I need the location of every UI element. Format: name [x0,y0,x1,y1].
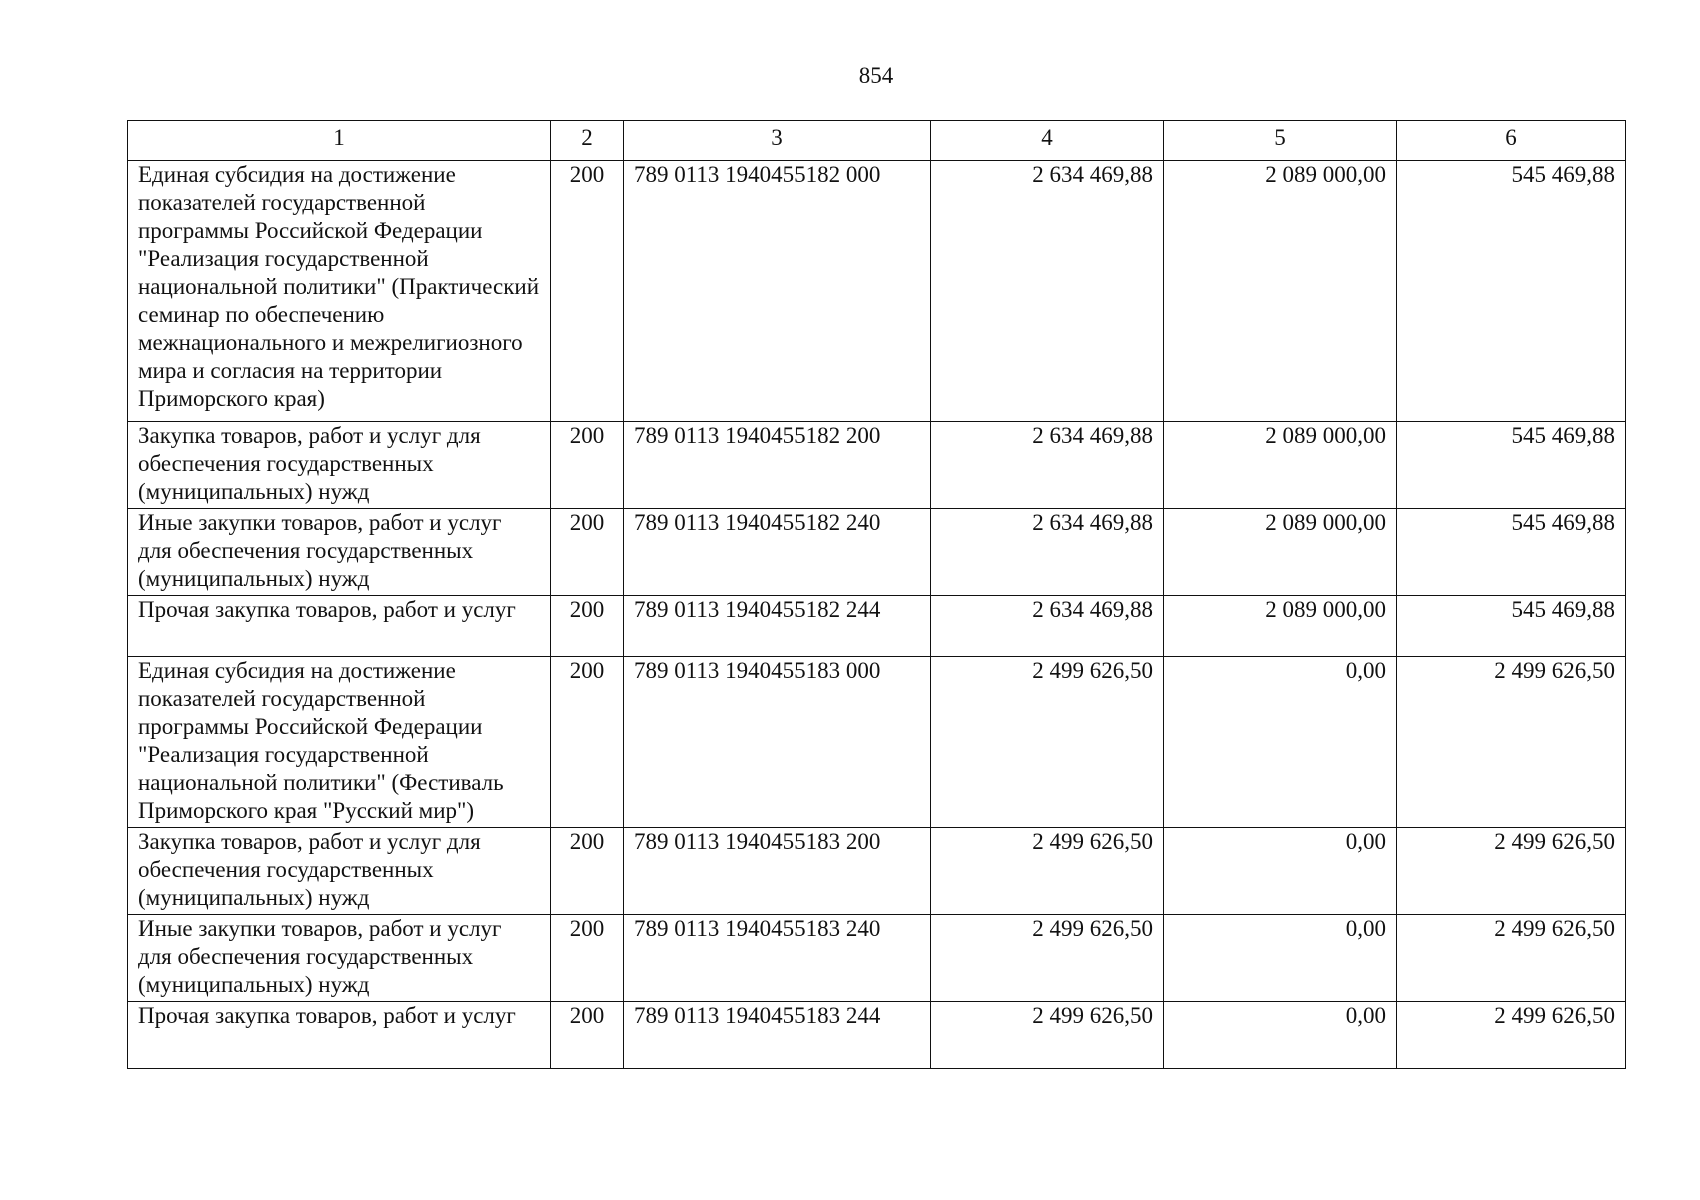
table-row [128,422,1626,509]
row-col5-value: 2 089 000,00 [1164,422,1397,509]
row-description: Прочая закупка товаров, работ и услуг [128,1002,551,1069]
column-header-3: 3 [624,121,931,161]
table-row [128,1002,1626,1069]
row-section: 200 [551,915,624,1002]
row-description: Иные закупки товаров, работ и услуг для обеспечения государственных (муниципальных) нужд [128,915,551,1002]
table-header-row [128,121,1626,161]
column-header-5: 5 [1164,121,1397,161]
row-description: Единая субсидия на достижение показателей государственной программы Российской Федерации "Реализация государственной национальной политики" (Практический семинар по обеспечению межнационального и межрелигиозного мира и согласия на территории Приморского края) [128,161,551,422]
row-section: 200 [551,1002,624,1069]
column-header-2: 2 [551,121,624,161]
table-row [128,161,1626,422]
row-col6-value: 545 469,88 [1397,422,1626,509]
budget-table [127,120,1626,1069]
row-description: Единая субсидия на достижение показателей государственной программы Российской Федерации "Реализация государственной национальной политики" (Фестиваль Приморского края "Русский мир") [128,657,551,828]
row-col5-value: 0,00 [1164,657,1397,828]
row-section: 200 [551,161,624,422]
row-col5-value: 0,00 [1164,828,1397,915]
row-code: 789 0113 1940455182 000 [624,161,931,422]
table-row [128,828,1626,915]
row-col4-value: 2 499 626,50 [931,657,1164,828]
row-code: 789 0113 1940455183 200 [624,828,931,915]
row-col4-value: 2 634 469,88 [931,161,1164,422]
row-description: Иные закупки товаров, работ и услуг для обеспечения государственных (муниципальных) нужд [128,509,551,596]
column-header-6: 6 [1397,121,1626,161]
row-code: 789 0113 1940455183 244 [624,1002,931,1069]
row-col4-value: 2 499 626,50 [931,1002,1164,1069]
row-col6-value: 545 469,88 [1397,596,1626,657]
table-row [128,657,1626,828]
row-col4-value: 2 634 469,88 [931,596,1164,657]
row-col4-value: 2 499 626,50 [931,915,1164,1002]
row-code: 789 0113 1940455182 244 [624,596,931,657]
row-description: Закупка товаров, работ и услуг для обеспечения государственных (муниципальных) нужд [128,828,551,915]
row-col6-value: 2 499 626,50 [1397,915,1626,1002]
table-row [128,915,1626,1002]
row-col4-value: 2 634 469,88 [931,509,1164,596]
table-row [128,596,1626,657]
table-row [128,509,1626,596]
row-col5-value: 2 089 000,00 [1164,509,1397,596]
row-code: 789 0113 1940455183 000 [624,657,931,828]
row-col6-value: 2 499 626,50 [1397,657,1626,828]
row-section: 200 [551,509,624,596]
row-section: 200 [551,657,624,828]
column-header-1: 1 [128,121,551,161]
row-section: 200 [551,828,624,915]
row-section: 200 [551,596,624,657]
row-col4-value: 2 634 469,88 [931,422,1164,509]
row-col6-value: 545 469,88 [1397,509,1626,596]
page-number: 854 [858,63,894,88]
row-description: Прочая закупка товаров, работ и услуг [128,596,551,657]
row-section: 200 [551,422,624,509]
row-col5-value: 0,00 [1164,1002,1397,1069]
row-col4-value: 2 499 626,50 [931,828,1164,915]
row-code: 789 0113 1940455182 200 [624,422,931,509]
row-col5-value: 2 089 000,00 [1164,596,1397,657]
row-col5-value: 0,00 [1164,915,1397,1002]
column-header-4: 4 [931,121,1164,161]
row-col5-value: 2 089 000,00 [1164,161,1397,422]
row-col6-value: 2 499 626,50 [1397,828,1626,915]
row-col6-value: 545 469,88 [1397,161,1626,422]
row-code: 789 0113 1940455182 240 [624,509,931,596]
row-col6-value: 2 499 626,50 [1397,1002,1626,1069]
row-description: Закупка товаров, работ и услуг для обеспечения государственных (муниципальных) нужд [128,422,551,509]
row-code: 789 0113 1940455183 240 [624,915,931,1002]
